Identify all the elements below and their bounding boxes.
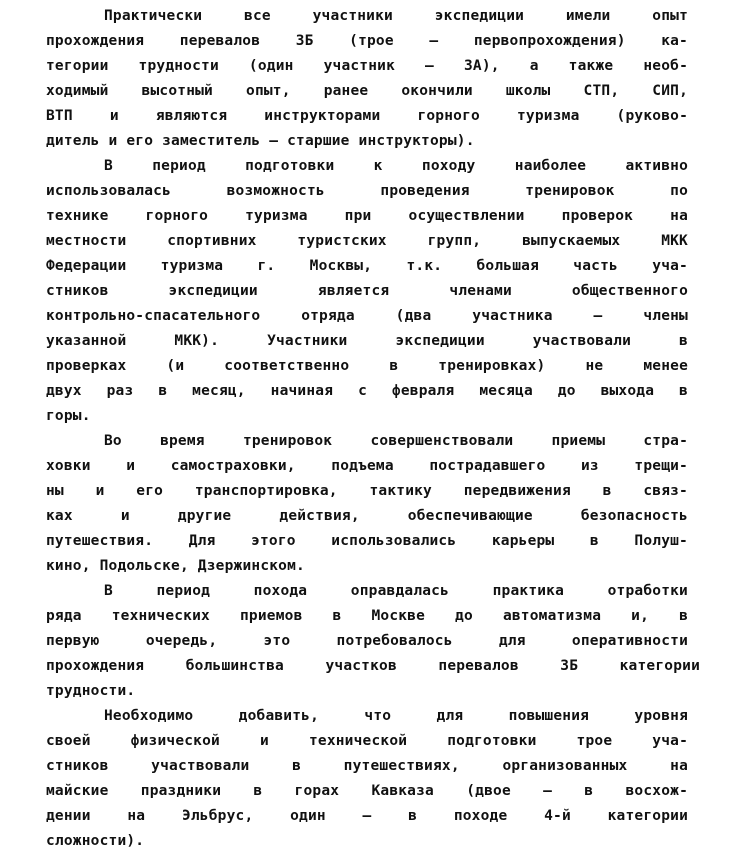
text-line: указанной МКК). Участники экспедиции участвовали в: [46, 333, 688, 349]
text-line: Федерации туризма г. Москвы, т.к. большая часть уча-: [46, 258, 688, 274]
text-line: контрольно-спасательного отряда (два участника – члены: [46, 308, 688, 324]
text-line: ховки и самостраховки, подъема пострадавшего из трещи-: [46, 458, 688, 474]
text-line: путешествия. Для этого использовались карьеры в Полуш-: [46, 533, 688, 549]
text-line: ны и его транспортировка, тактику передвижения в связ-: [46, 483, 688, 499]
text-line: своей физической и технической подготовки трое уча-: [46, 733, 688, 749]
text-line: местности спортивних туристских групп, выпускаемых МКК: [46, 233, 688, 249]
text-line: ках и другие действия, обеспечивающие безопасность: [46, 508, 688, 524]
text-line: тегории трудности (один участник – 3А), а также необ-: [46, 58, 688, 74]
text-line: ходимый высотный опыт, ранее окончили школы СТП, СИП,: [46, 83, 688, 99]
text-line: Практически все участники экспедиции имели опыт: [104, 8, 688, 24]
text-line: прохождения перевалов 3Б (трое – первопрохождения) ка-: [46, 33, 688, 49]
text-line: ряда технических приемов в Москве до автоматизма и, в: [46, 608, 688, 624]
text-line: трудности.: [46, 683, 136, 699]
text-line: Во время тренировок совершенствовали приемы стра-: [104, 433, 688, 449]
text-line: стников экспедиции является членами общественного: [46, 283, 688, 299]
text-line: использовалась возможность проведения тренировок по: [46, 183, 688, 199]
text-line: майские праздники в горах Кавказа (двое – в восхож-: [46, 783, 688, 799]
text-line: В период похода оправдалась практика отработки: [104, 583, 688, 599]
text-line: дитель и его заместитель – старшие инструкторы).: [46, 133, 475, 149]
text-line: прохождения большинства участков перевалов 3Б категории: [46, 658, 700, 674]
text-line: первую очередь, это потребовалось для оперативности: [46, 633, 688, 649]
text-line: горы.: [46, 408, 91, 424]
text-line: В период подготовки к походу наиболее активно: [104, 158, 688, 174]
text-line: технике горного туризма при осуществлении проверок на: [46, 208, 688, 224]
text-line: кино, Подольске, Дзержинском.: [46, 558, 305, 574]
text-line: проверках (и соответственно в тренировках) не менее: [46, 358, 688, 374]
text-line: стников участвовали в путешествиях, организованных на: [46, 758, 688, 774]
text-line: дении на Эльбрус, один – в походе 4-й категории: [46, 808, 688, 824]
text-line: Необходимо добавить, что для повышения уровня: [104, 708, 688, 724]
text-line: двух раз в месяц, начиная с февраля месяца до выхода в: [46, 383, 688, 399]
text-line: ВТП и являются инструкторами горного туризма (руково-: [46, 108, 688, 124]
text-line: сложности).: [46, 833, 145, 849]
